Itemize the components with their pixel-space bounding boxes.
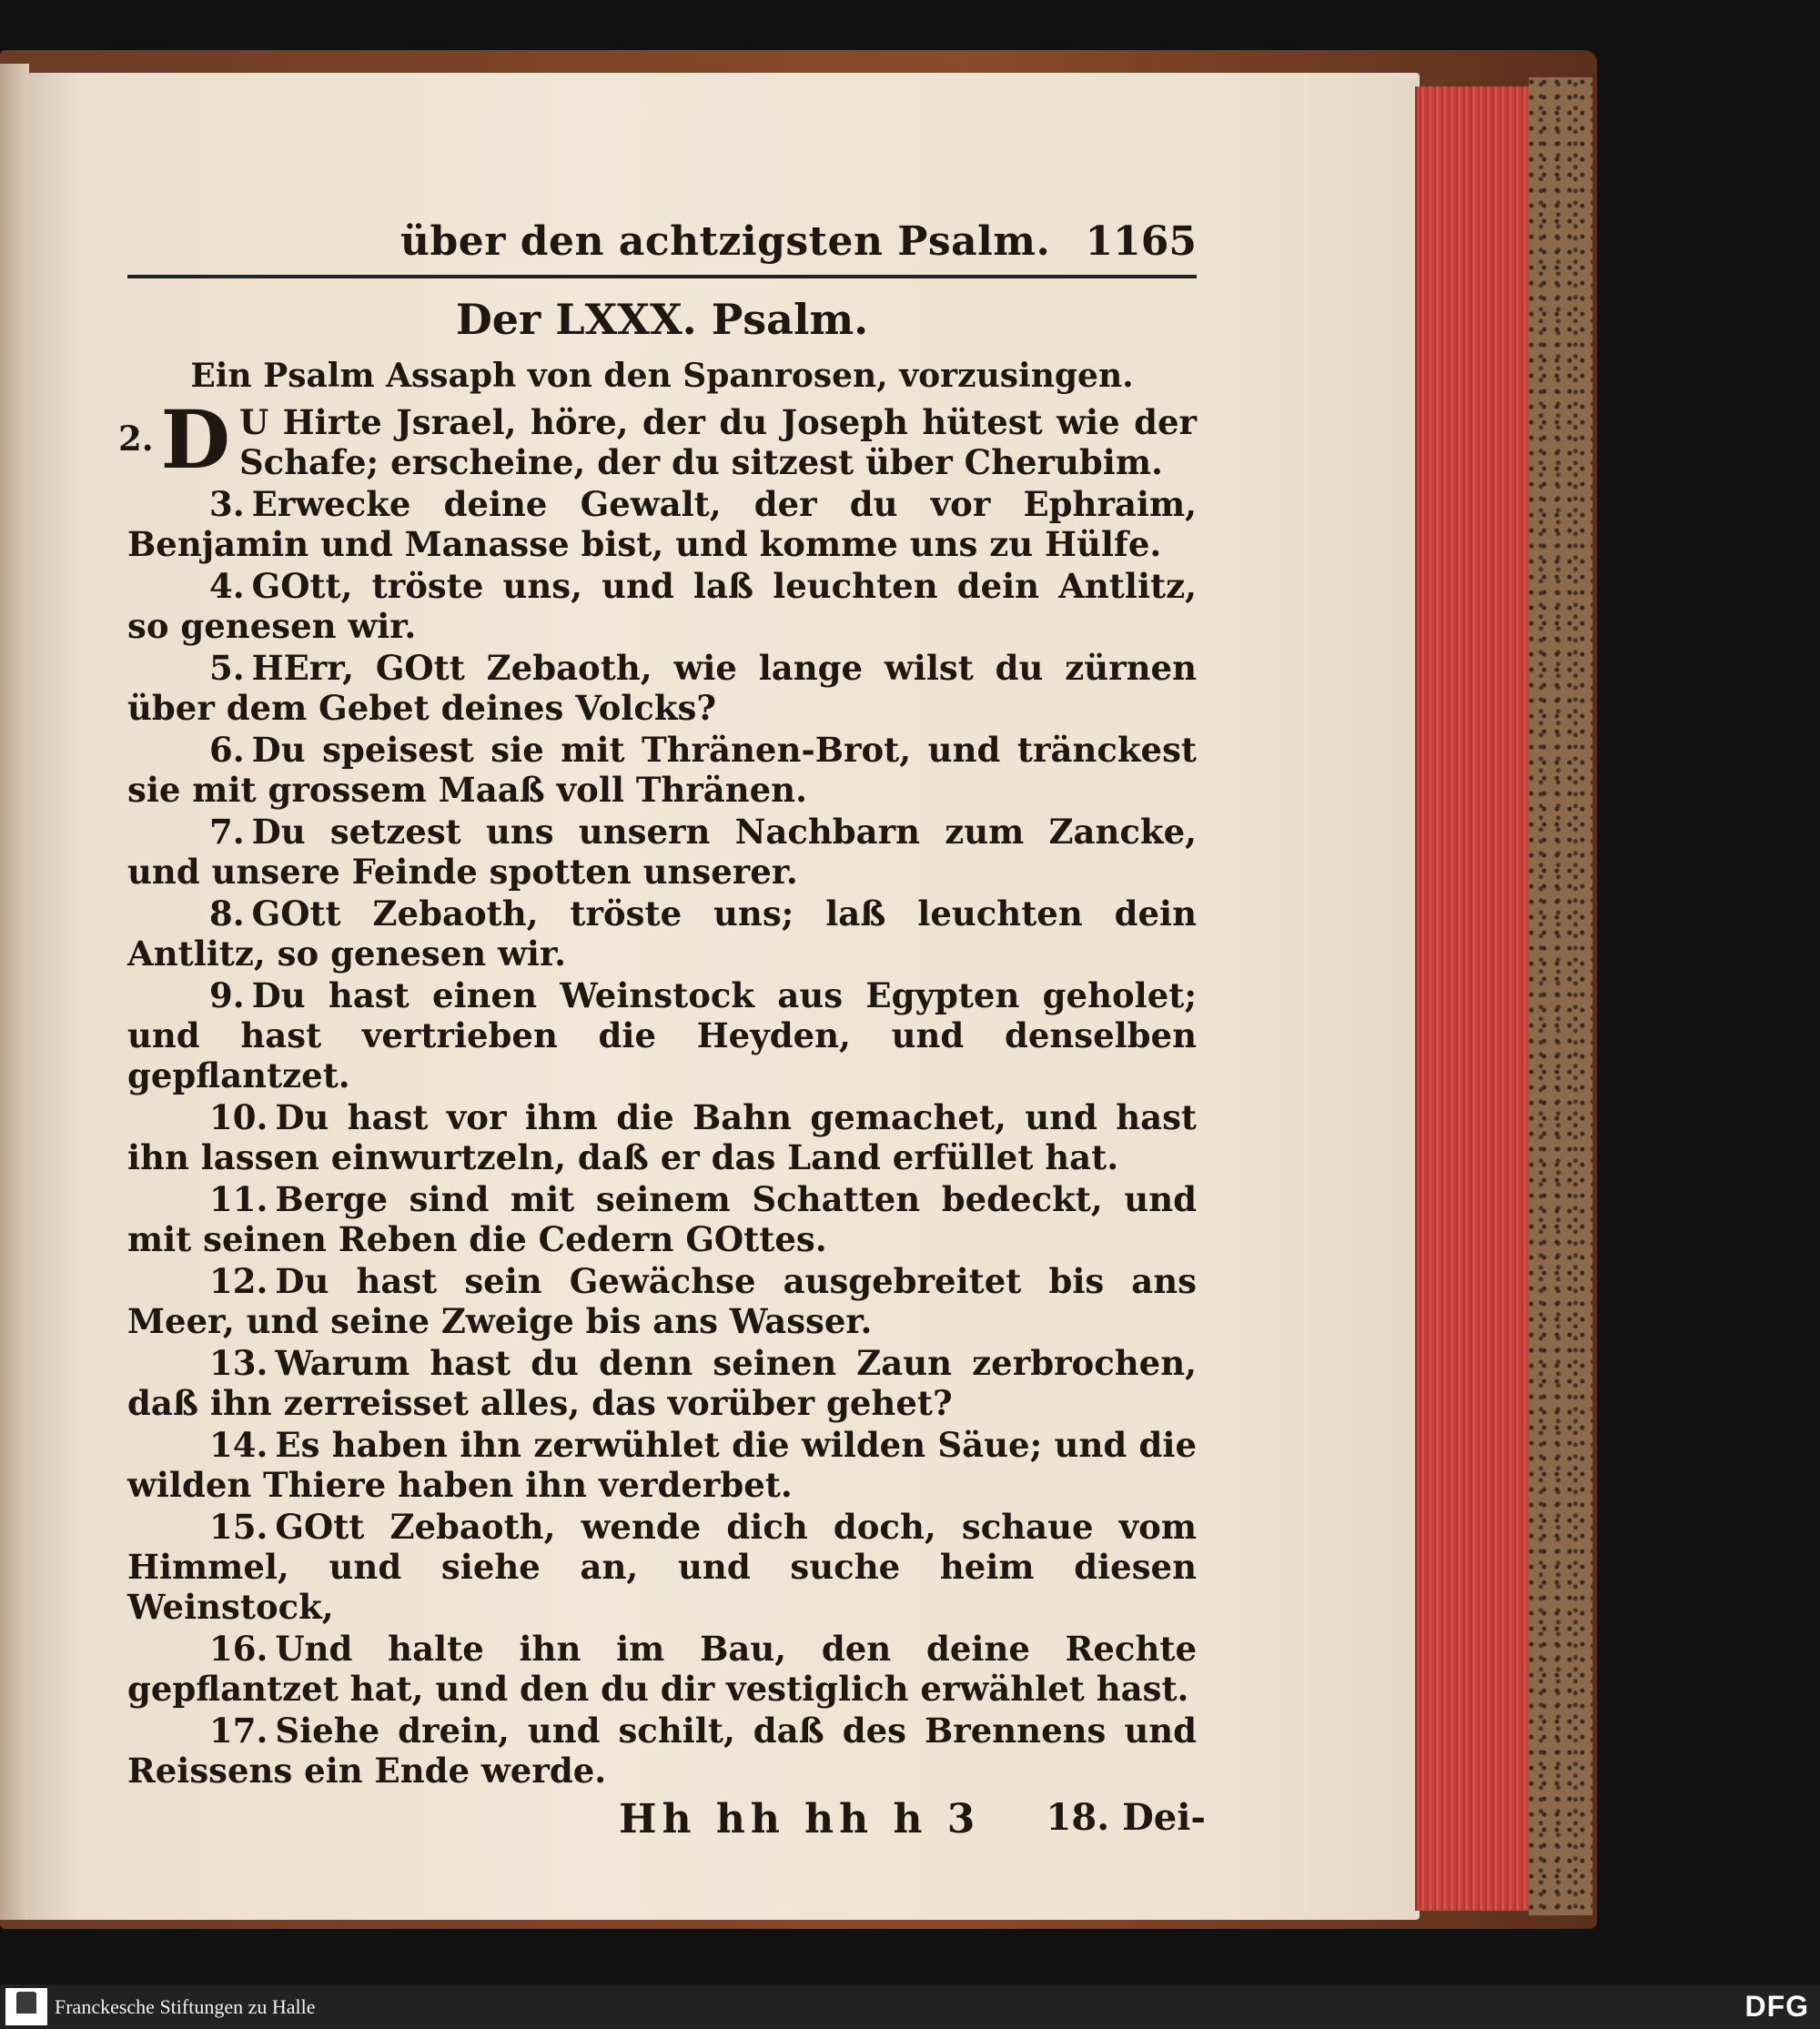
- page-number: 1165: [1085, 218, 1197, 265]
- verse-number: 14.: [209, 1425, 268, 1465]
- verse-text: Und halte ihn im Bau, den deine Rechte gepflantzet hat, und den du dir vestiglich erwählet hast.: [127, 1629, 1197, 1709]
- verse-2: [118, 392, 1197, 487]
- verse-text: U Hirte Jsrael, höre, der du Joseph hütest wie der Schafe; erscheine, der du sitzest über Cherubim.: [238, 402, 1197, 482]
- verse-text: Du setzest uns unsern Nachbarn zum Zancke, und unsere Feinde spotten unserer.: [127, 812, 1197, 892]
- verse-number: 2.: [118, 419, 154, 459]
- verse-text: Du speisest sie mit Thränen-Brot, und tränckest sie mit grossem Maaß voll Thränen.: [127, 730, 1197, 810]
- verse-number: 12.: [209, 1261, 268, 1301]
- verse-4: [127, 566, 1197, 646]
- verse-14: [127, 1425, 1197, 1505]
- verse-text: HErr, GOtt Zebaoth, wie lange wilst du zürnen über dem Gebet deines Volcks?: [127, 648, 1197, 728]
- verse-number: 5.: [209, 648, 245, 688]
- psalm-superscription: Ein Psalm Assaph von den Spanrosen, vorzusingen.: [190, 357, 1134, 395]
- previous-page-edge: [0, 64, 29, 1920]
- verse-list: [127, 484, 1197, 1791]
- verse-text: GOtt Zebaoth, tröste uns; laß leuchten dein Antlitz, so genesen wir.: [127, 893, 1197, 974]
- verse-number: 9.: [209, 975, 245, 1015]
- verse-number: 11.: [209, 1179, 268, 1219]
- red-page-edges: [1415, 86, 1531, 1911]
- verse-text: Du hast vor ihm die Bahn gemachet, und hast ihn lassen einwurtzeln, daß er das Land erfüllet hat.: [127, 1097, 1197, 1177]
- verse-number: 4.: [209, 566, 245, 606]
- running-title: über den achtzigsten Psalm.: [400, 218, 1051, 265]
- verse-13: [127, 1343, 1197, 1423]
- verse-number: 6.: [209, 730, 245, 770]
- verse-5: [127, 648, 1197, 728]
- verse-number: 3.: [209, 484, 245, 524]
- page-footer: [127, 1796, 1206, 1851]
- catchword: 18. Dei-: [1046, 1796, 1206, 1839]
- verse-17: [127, 1711, 1197, 1791]
- verse-3: [127, 484, 1197, 564]
- institution-logo: [5, 1988, 47, 2025]
- verse-15: [127, 1507, 1197, 1627]
- viewer-footer-bar: [0, 1984, 1820, 2029]
- verse-11: [127, 1179, 1197, 1259]
- verse-number: 10.: [209, 1097, 268, 1137]
- drop-initial: D: [160, 392, 230, 487]
- verse-text: Erwecke deine Gewalt, der du vor Ephraim, Benjamin und Manasse bist, und komme uns zu Hülfe.: [127, 484, 1197, 564]
- institution-name: Franckesche Stiftungen zu Halle: [55, 1995, 316, 2018]
- verse-text: Warum hast du denn seinen Zaun zerbrochen, daß ihn zerreisset alles, das vorüber gehet?: [127, 1343, 1197, 1423]
- verse-9: [127, 975, 1197, 1095]
- verse-number: 8.: [209, 893, 245, 934]
- verse-number: 16.: [209, 1629, 268, 1669]
- verse-text: Es haben ihn zerwühlet die wilden Säue; und die wilden Thiere haben ihn verderbet.: [127, 1425, 1197, 1505]
- verse-text: Du hast sein Gewächse ausgebreitet bis ans Meer, und seine Zweige bis ans Wasser.: [127, 1261, 1197, 1341]
- psalm-heading: Der LXXX. Psalm.: [455, 295, 869, 344]
- signature-mark: Hh hh hh h 3: [619, 1796, 981, 1842]
- header-rule: [127, 275, 1197, 278]
- verse-text: GOtt Zebaoth, wende dich doch, schaue vom Himmel, und siehe an, und suche heim diesen Weinstock,: [127, 1507, 1197, 1627]
- verse-8: [127, 893, 1197, 974]
- dfg-logo: DFG: [1744, 1990, 1809, 2023]
- verse-text: Siehe drein, und schilt, daß des Brennens und Reissens ein Ende werde.: [127, 1711, 1197, 1791]
- page-content: [118, 209, 1206, 1851]
- running-head: [127, 209, 1197, 273]
- marbled-board: [1529, 77, 1592, 1915]
- verse-7: [127, 812, 1197, 892]
- verse-12: [127, 1261, 1197, 1341]
- verse-text: Du hast einen Weinstock aus Egypten geholet; und hast vertrieben die Heyden, und denselben gepflantzet.: [127, 975, 1197, 1095]
- verse-number: 13.: [209, 1343, 268, 1383]
- verse-number: 17.: [209, 1711, 268, 1751]
- verse-16: [127, 1629, 1197, 1709]
- verse-10: [127, 1097, 1197, 1177]
- verse-text: GOtt, tröste uns, und laß leuchten dein Antlitz, so genesen wir.: [127, 566, 1197, 646]
- verse-6: [127, 730, 1197, 810]
- verse-number: 15.: [209, 1507, 268, 1547]
- verse-text: Berge sind mit seinem Schatten bedeckt, und mit seinen Reben die Cedern GOttes.: [127, 1179, 1197, 1259]
- verse-number: 7.: [209, 812, 245, 852]
